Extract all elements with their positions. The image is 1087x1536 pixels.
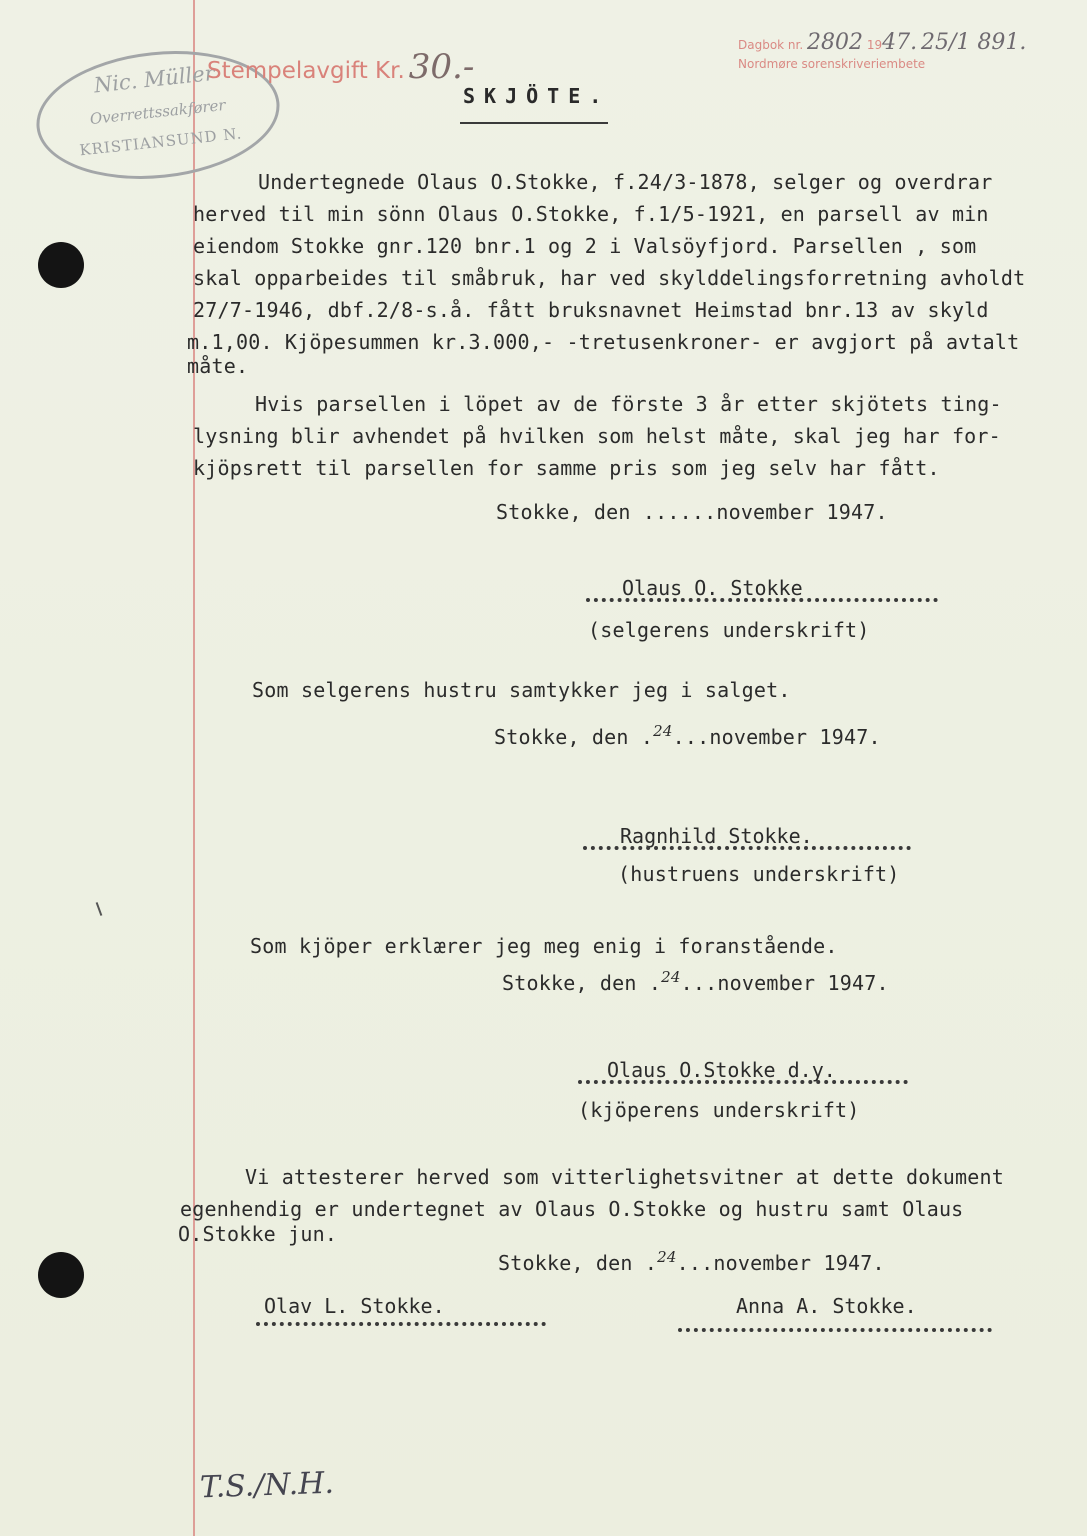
journal-ref: 25/1 891. — [920, 30, 1027, 55]
paragraph2-line: kjöpsrett til parsellen for samme pris som jeg selv har fått. — [193, 456, 940, 480]
buyer-caption: (kjöperens underskrift) — [578, 1098, 860, 1122]
registry-office: Nordmøre sorenskriveriembete — [738, 57, 926, 71]
witness1-signature: Olav L. Stokke. — [264, 1294, 445, 1318]
journal-year-prefix: 19 — [866, 38, 883, 52]
paragraph2-line: Hvis parsellen i löpet av de förste 3 år etter skjötets ting- — [255, 392, 1002, 416]
attestation-line: Vi attesterer herved som vitterlighetsvitner at dette dokument — [245, 1165, 1004, 1189]
margin-rule — [193, 0, 195, 1536]
paragraph1-line: herved til min sönn Olaus O.Stokke, f.1/5-1921, en parsell av min — [193, 202, 989, 226]
date3-day: 24 — [661, 968, 681, 986]
punch-hole-top — [38, 242, 84, 288]
date4-day: 24 — [657, 1248, 677, 1266]
paragraph1-line: Undertegnede Olaus O.Stokke, f.24/3-1878, selger og overdrar — [258, 170, 993, 194]
paragraph1-line: måte. — [187, 354, 249, 378]
date-line-4 — [498, 1248, 885, 1275]
witness1-signature-line — [256, 1322, 546, 1326]
paragraph1-line: skal opparbeides til småbruk, har ved skylddelingsforretning avholdt — [193, 266, 1026, 290]
paragraph1-line: 27/7-1946, dbf.2/8-s.å. fått bruksnavnet Heimstad bnr.13 av skyld — [193, 298, 989, 322]
journal-number: 2802 — [807, 30, 864, 55]
stamp-name: Nic. Müller — [92, 60, 216, 98]
document-title: SKJÖTE. — [463, 84, 611, 108]
seller-signature: Olaus O. Stokke — [622, 576, 803, 600]
buyer-signature-line — [578, 1080, 908, 1084]
wife-consent: Som selgerens hustru samtykker jeg i salget. — [252, 678, 791, 702]
attestation-line: O.Stokke jun. — [178, 1222, 338, 1246]
title-underline — [460, 122, 608, 124]
date-line-2 — [494, 722, 881, 749]
date2-prefix: Stokke, den . — [494, 725, 654, 749]
punch-hole-bottom — [38, 1252, 84, 1298]
pen-mark — [96, 902, 103, 916]
clerk-initials: T.S./N.H. — [199, 1465, 335, 1506]
date4-suffix: ...november 1947. — [676, 1251, 885, 1275]
wife-caption: (hustruens underskrift) — [618, 862, 900, 886]
stamp-duty — [207, 47, 474, 87]
seller-signature-line — [586, 598, 938, 602]
attestation-line: egenhendig er undertegnet av Olaus O.Stokke og hustru samt Olaus — [180, 1197, 964, 1221]
date-line-1: Stokke, den ......november 1947. — [496, 500, 888, 524]
stamp-title: Overrettssakfører — [89, 95, 227, 129]
buyer-signature: Olaus O.Stokke d.y. — [607, 1058, 836, 1082]
stamp-duty-label: Stempelavgift Kr. — [207, 58, 405, 84]
witness2-signature-line — [678, 1328, 992, 1332]
date3-suffix: ...november 1947. — [680, 971, 889, 995]
date-line-3 — [502, 968, 889, 995]
paragraph2-line: lysning blir avhendet på hvilken som helst måte, skal jeg har for- — [193, 424, 1001, 448]
date2-suffix: ...november 1947. — [672, 725, 881, 749]
journal-stamp — [738, 30, 1068, 71]
journal-year: 47. — [882, 30, 918, 55]
wife-signature: Ragnhild Stokke. — [620, 824, 813, 848]
paragraph1-line: eiendom Stokke gnr.120 bnr.1 og 2 i Valsöyfjord. Parsellen , som — [193, 234, 977, 258]
paragraph1-line: m.1,00. Kjöpesummen kr.3.000,- -tretusenkroner- er avgjort på avtalt — [187, 330, 1020, 354]
stamp-duty-value: 30.- — [408, 47, 475, 87]
date2-day: 24 — [653, 722, 673, 740]
wife-signature-line — [583, 846, 911, 850]
witness2-signature: Anna A. Stokke. — [736, 1294, 917, 1318]
journal-prefix: Dagbok nr. — [738, 38, 804, 52]
date3-prefix: Stokke, den . — [502, 971, 662, 995]
stamp-city: KRISTIANSUND N. — [78, 124, 243, 160]
seller-caption: (selgerens underskrift) — [588, 618, 870, 642]
buyer-declaration: Som kjöper erklærer jeg meg enig i foranstående. — [250, 934, 838, 958]
date4-prefix: Stokke, den . — [498, 1251, 658, 1275]
